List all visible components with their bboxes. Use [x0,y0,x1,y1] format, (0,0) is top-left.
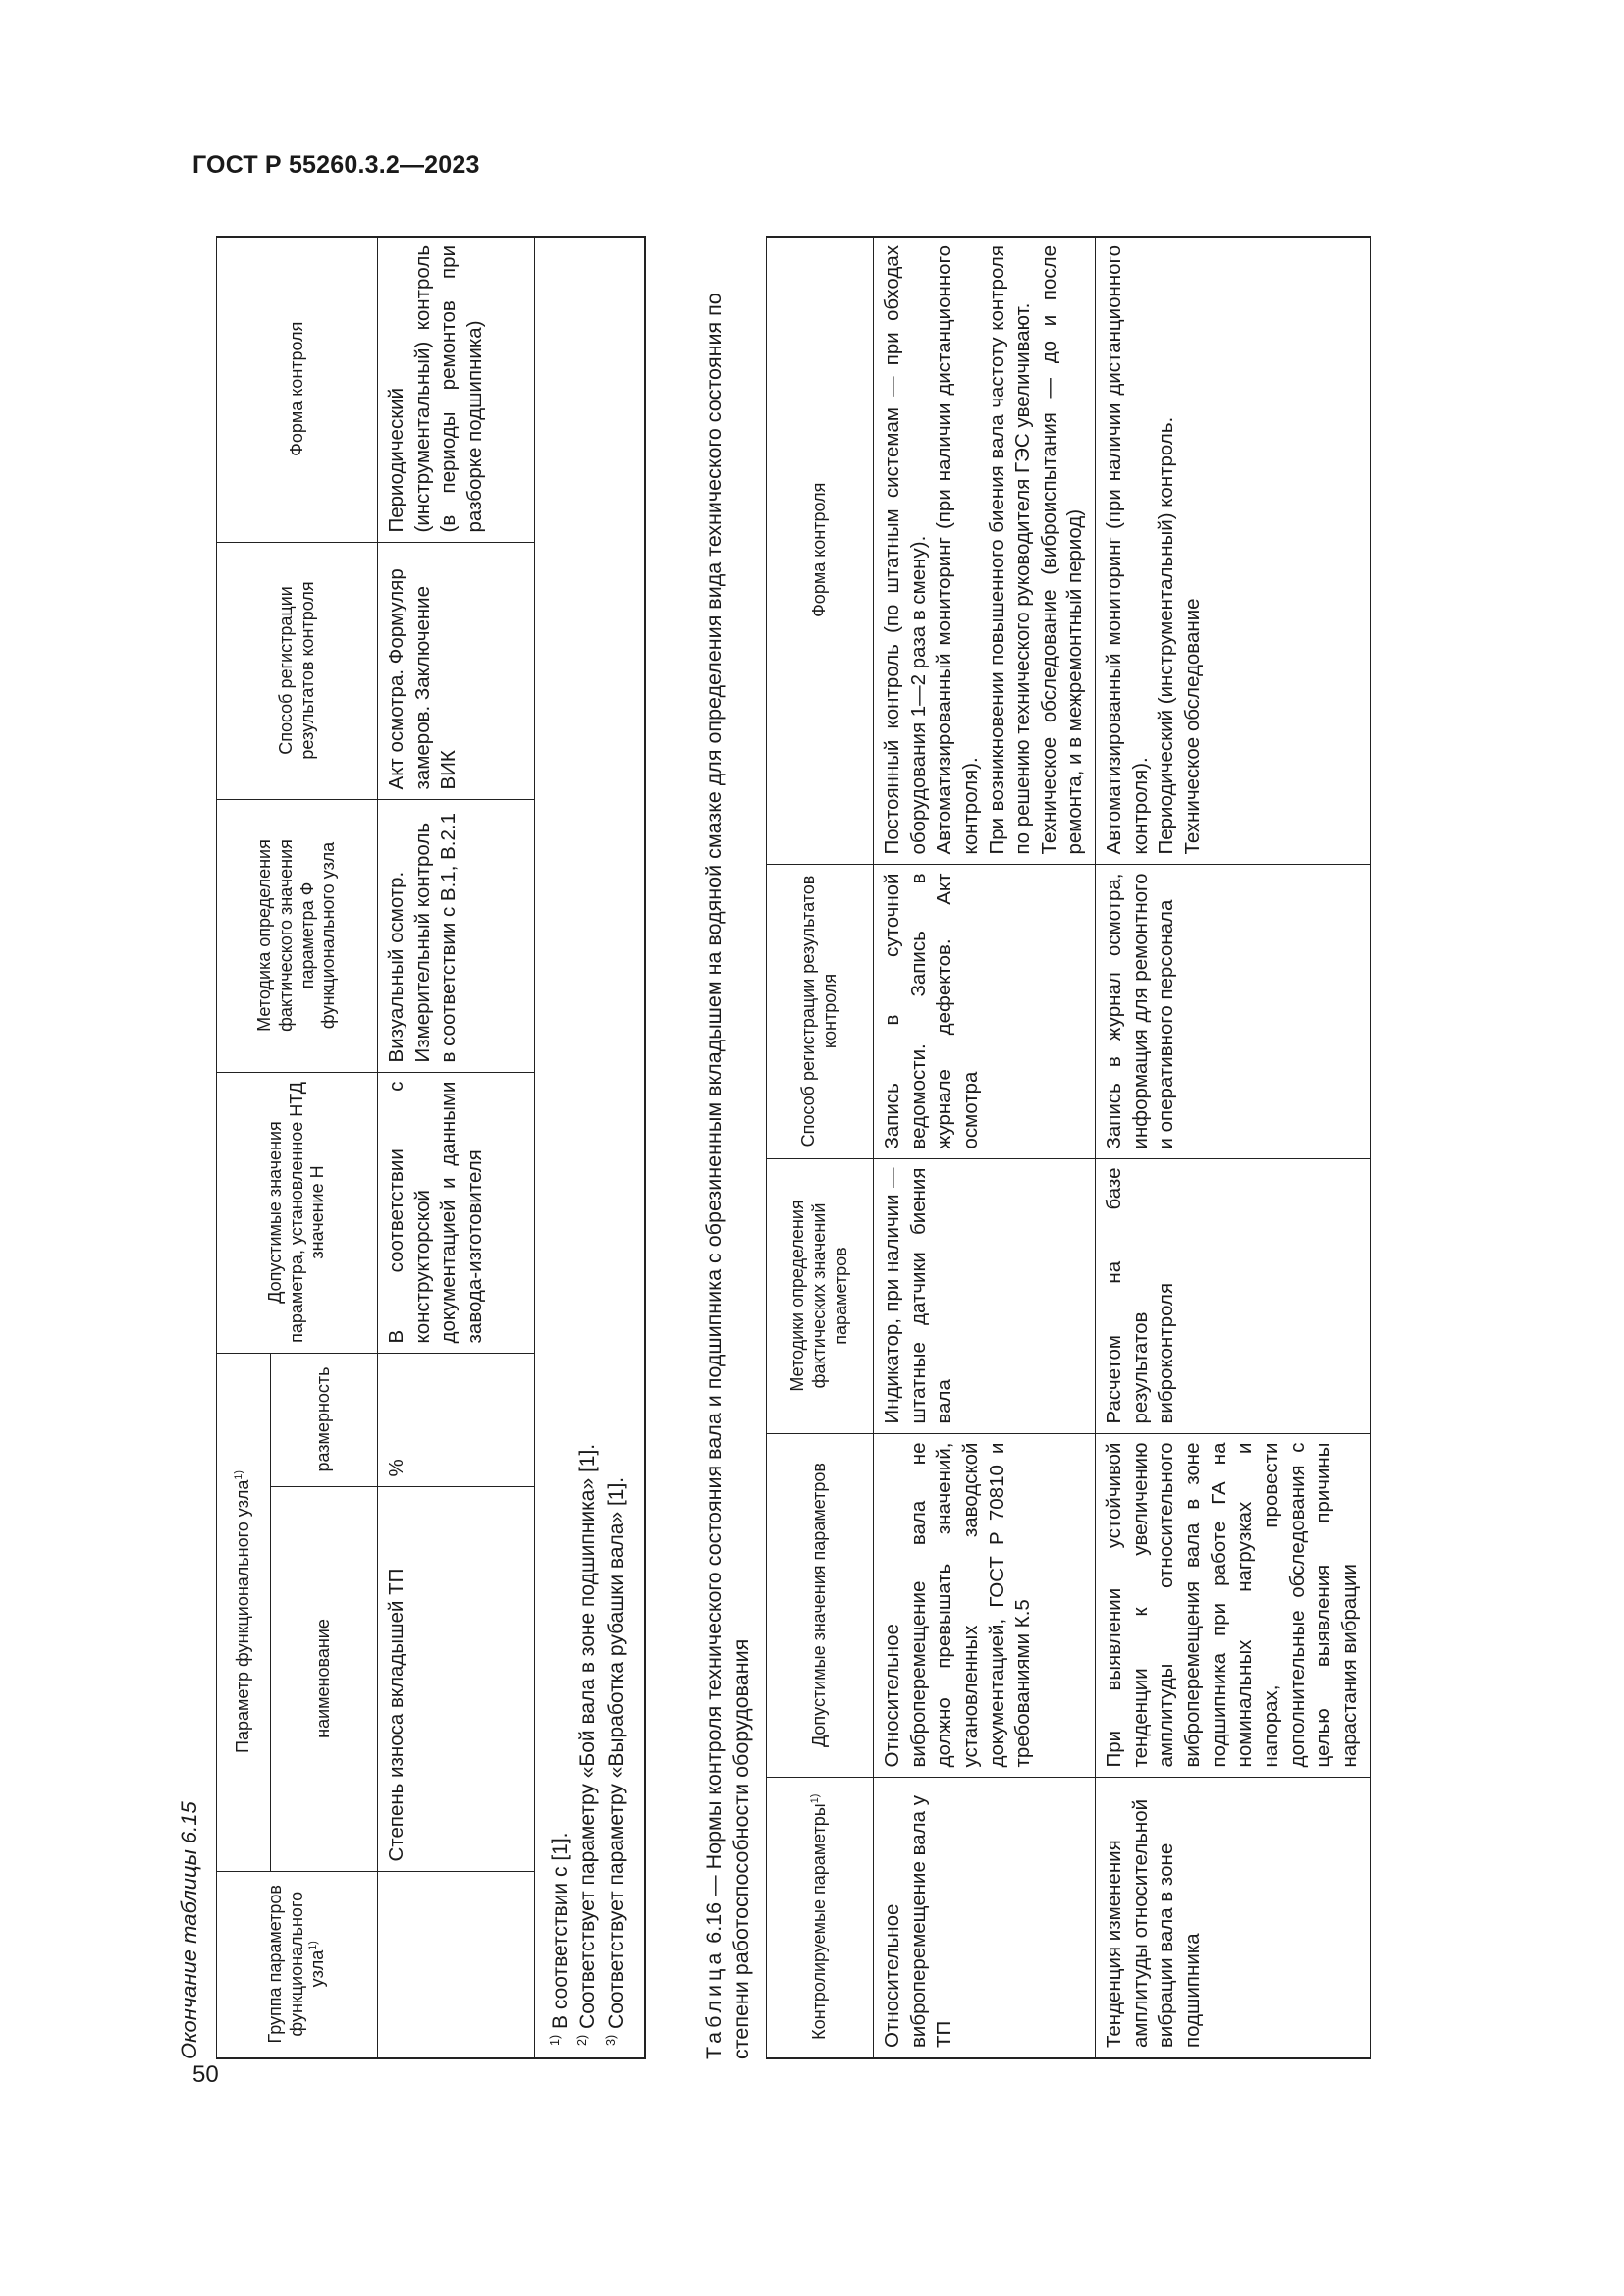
header-controlled: Контролируемые параметры$^{1)}$ [767,1778,874,2058]
cell-methods: Расчетом на базе результатов виброконтроля [1096,1159,1370,1434]
cell-method: Визуальный осмотр. Измерительный контроль в соответствии с В.1, В.2.1 [378,800,535,1073]
caption-label: Таблица [702,1949,726,2059]
header-methods: Методики определения фактических значений параметров [767,1159,874,1434]
header-group: Группа параметров функционального узла$^{1)}$ [217,1872,378,2058]
cell-allowed: Относительное виброперемещение вала не должно превышать значений, установленных заводской документацией, ГОСТ Р 70810 и требованиями К.5 [874,1434,1096,1778]
table-615-continuation-caption: Окончание таблицы 6.15 [177,1801,201,2059]
cell-group [378,1872,535,2058]
caption-text: — Нормы контроля технического состояния вала и подшипника с обрезиненным вкладышем на водяной смазке для определения вида технического состояния по степени работоспособности оборудования [702,293,753,2059]
header-registration: Способ регистрации результатов контроля [767,865,874,1159]
header-registration: Способ регистрации результатов контроля [217,543,378,800]
form-line: Постоянный контроль (по штатным системам — при обходах оборудования 1—2 раза в смену). [881,245,930,855]
table-6-16 [766,236,1371,2059]
cell-registration: Запись в журнал осмотра, информация для ремонтного и оперативного персонала [1096,865,1370,1159]
page-number: 50 [192,2061,219,2088]
form-line: Периодический (инструментальный) контроль. [1155,416,1178,855]
form-line: При возникновении повышенного биения вала частоту контроля по решению технического руководителя ГЭС увеличивают. [985,245,1035,855]
cell-form [1096,237,1370,865]
cell-methods: Индикатор, при наличии — штатные датчики биения вала [874,1159,1096,1434]
form-line: Автоматизированный мониторинг (при наличии дистанционного контроля). [1103,245,1152,855]
table-616-caption [701,214,756,2059]
header-param: Параметр функционального узла$^{1)}$ [217,1354,271,1872]
cell-name: Степень износа вкладышей ТП [378,1487,535,1872]
form-line: Техническое обследование (виброиспытания — до и после ремонта, и в межремонтный период) [1037,245,1087,855]
caption-number: 6.16 [702,1901,726,1944]
rotated-page-content [173,204,1479,2093]
header-form: Форма контроля [217,237,378,543]
cell-controlled: Тенденция изменения амплитуды относительной вибрации вала в зоне подшипника [1096,1778,1370,2058]
cell-registration: Акт осмотра. Формуляр замеров. Заключение ВИК [378,543,535,800]
table-row [874,237,1096,2058]
cell-registration: Запись в суточной ведомости. Запись в журнале дефектов. Акт осмотра [874,865,1096,1159]
cell-allowed: При выявлении устойчивой тенденции к увеличению амплитуды относительного виброперемещения вала в зоне подшипника при работе ГА на номинальных нагрузках и напорах, провести дополнительные обследования с целью выявления причины нарастания вибрации [1096,1434,1370,1778]
footnote-1: $^{1)}$ В соответствии с [1]. [548,1832,571,2046]
cell-allowed: В соответствии с конструкторской документацией и данными завода-изготовителя [378,1073,535,1354]
header-form: Форма контроля [767,237,874,865]
table-6-15 [216,236,646,2059]
footnotes-row [535,237,646,2058]
form-line: Автоматизированный мониторинг (при наличии дистанционного контроля). [933,245,982,855]
form-line: Техническое обследование [1181,598,1205,855]
header-allowed: Допустимые значения параметров [767,1434,874,1778]
header-method: Методика определения фактического значения параметра Ф функционального узла [217,800,378,1073]
footnote-3: $^{3)}$ Соответствует параметру «Выработка рубашки вала» [1]. [603,1476,627,2046]
document-header: ГОСТ Р 55260.3.2—2023 [192,151,480,179]
header-allowed: Допустимые значения параметра, установленное НТД значение Н [217,1073,378,1354]
cell-form: Периодический (инструментальный) контроль (в периоды ремонтов при разборке подшипника) [378,237,535,543]
footnotes [535,237,646,2058]
header-unit: размерность [271,1354,378,1487]
cell-unit: % [378,1354,535,1487]
table-row [1096,237,1370,2058]
cell-form [874,237,1096,865]
cell-controlled: Относительное виброперемещение вала у ТП [874,1778,1096,2058]
footnote-2: $^{2)}$ Соответствует параметру «Бой вала в зоне подшипника» [1]. [575,1443,600,2046]
header-name: наименование [271,1487,378,1872]
table-row [378,237,535,2058]
